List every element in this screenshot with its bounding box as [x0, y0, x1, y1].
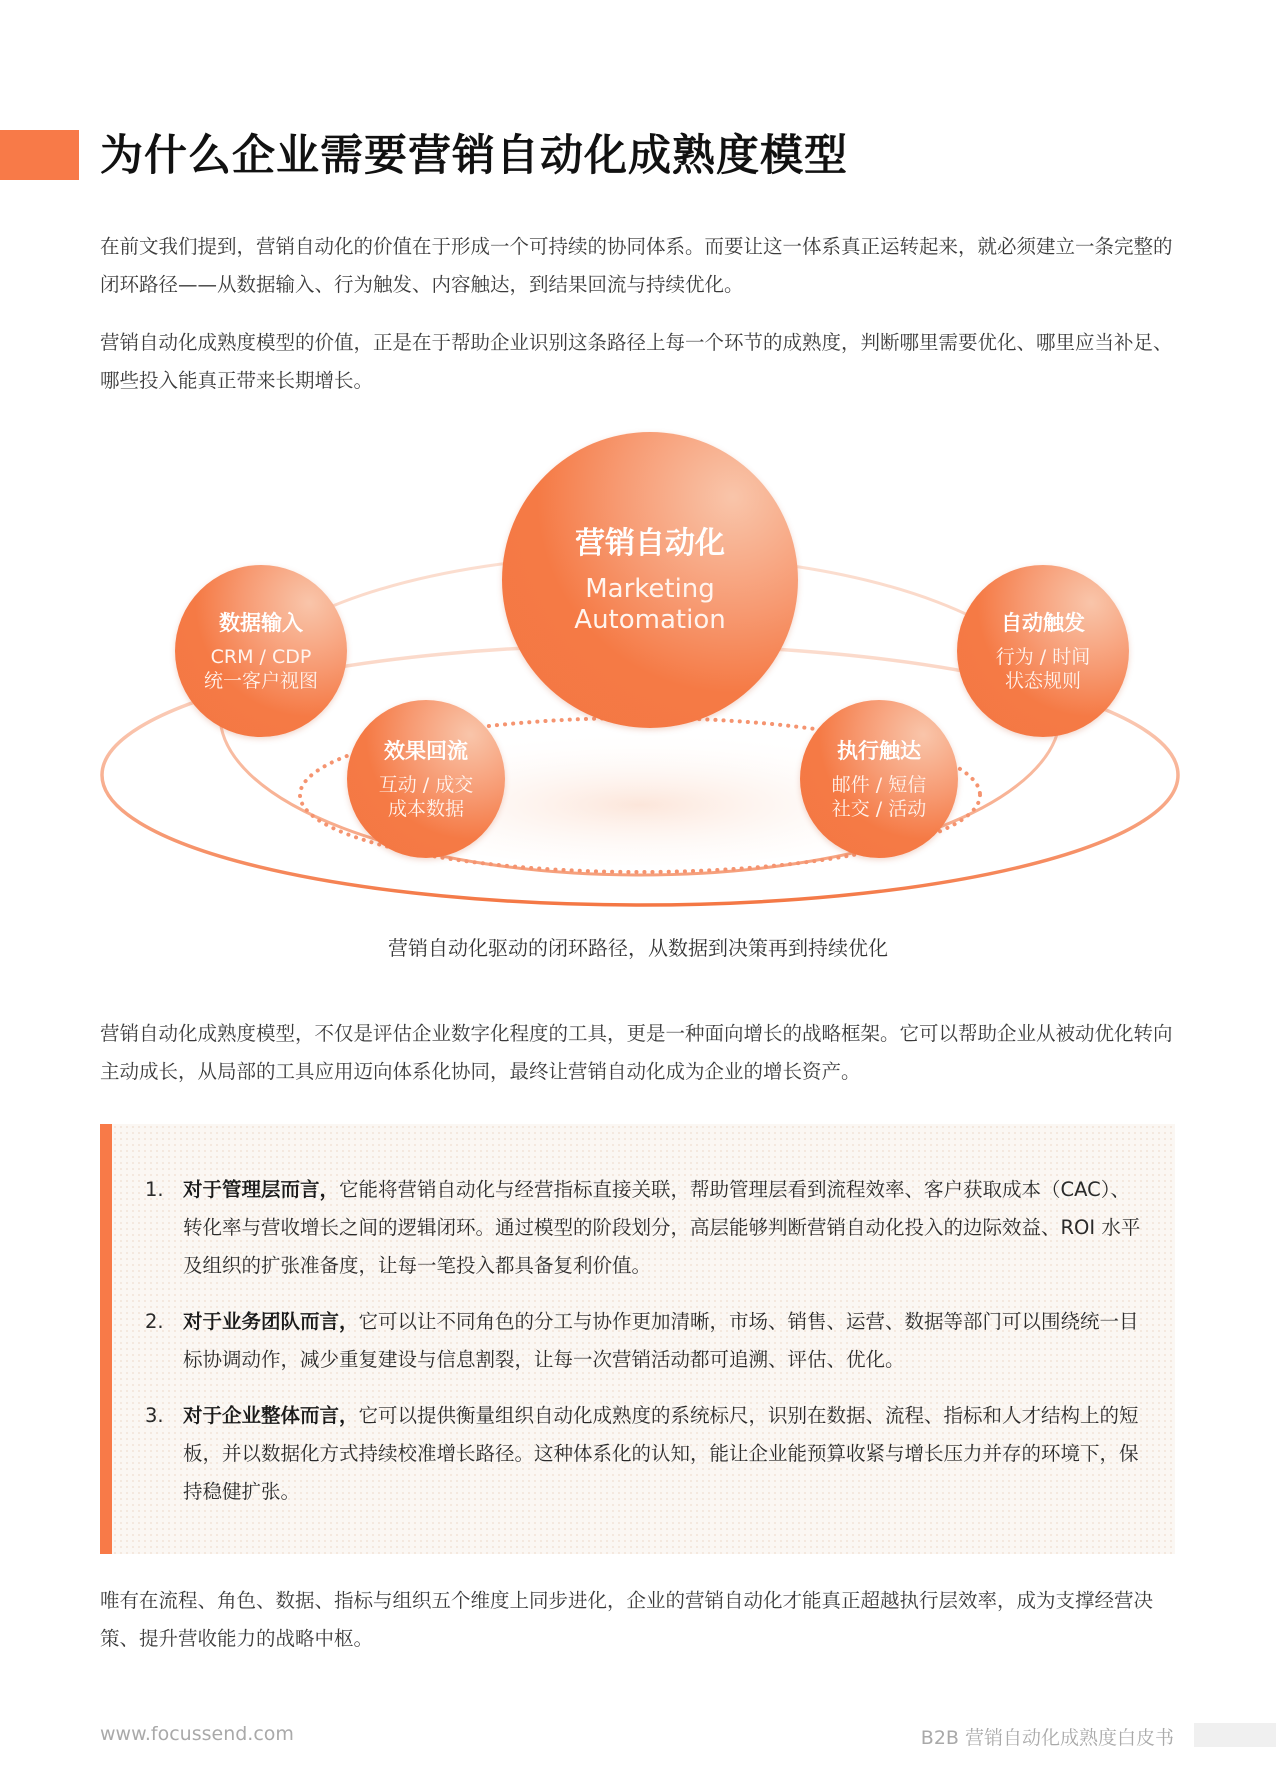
list-number: 3.: [145, 1404, 164, 1427]
intro-paragraph-2: 营销自动化成熟度模型的价值，正是在于帮助企业识别这条路径上每一个环节的成熟度，判断哪里需要优化、哪里应当补足、哪些投入能真正带来长期增长。: [100, 331, 1173, 392]
center-node-subtitle-2: Automation: [574, 605, 726, 635]
list-number: 2.: [145, 1310, 164, 1333]
node-title: 效果回流: [384, 739, 468, 763]
list-text: 它能将营销自动化与经营指标直接关联，帮助管理层看到流程效率、客户获取成本（CAC）、转化率与营收增长之间的逻辑闭环。通过模型的阶段划分，高层能够判断营销自动化投入的边际效益、ROI 水平及组织的扩张准备度，让每一笔投入都具备复利价值。: [183, 1178, 1141, 1277]
list-lead: 对于企业整体而言，: [183, 1404, 359, 1427]
node-line-1: 邮件 / 短信: [831, 774, 927, 796]
closed-loop-diagram: [0, 420, 1276, 940]
footer-doc-title: B2B 营销自动化成熟度白皮书: [920, 1727, 1174, 1749]
highlight-accent-bar: [100, 1124, 112, 1554]
body-paragraph-4: 唯有在流程、角色、数据、指标与组织五个维度上同步进化，企业的营销自动化才能真正超越执行层效率，成为支撑经营决策、提升营收能力的战略中枢。: [100, 1589, 1154, 1650]
list-text: 它可以提供衡量组织自动化成熟度的系统标尺，识别在数据、流程、指标和人才结构上的短板，并以数据化方式持续校准增长路径。这种体系化的认知，能让企业能预算收紧与增长压力并存的环境下，保持稳健扩张。: [183, 1404, 1139, 1503]
node-title: 数据输入: [219, 611, 303, 635]
list-lead: 对于管理层而言，: [183, 1178, 340, 1201]
node-auto-trigger: [957, 565, 1129, 737]
node-line-2: 社交 / 活动: [831, 798, 927, 820]
node-line-2: 统一客户视图: [203, 670, 318, 692]
node-title: 执行触达: [837, 739, 921, 763]
footer-page-tab: [1194, 1723, 1276, 1747]
list-lead: 对于业务团队而言，: [183, 1310, 359, 1333]
node-title: 自动触发: [1001, 611, 1085, 635]
node-line-1: 行为 / 时间: [995, 646, 1091, 668]
title-accent-bar: [0, 130, 79, 180]
center-node-title: 营销自动化: [575, 526, 725, 561]
center-node-subtitle-1: Marketing: [585, 574, 715, 604]
node-result-feedback: [347, 700, 505, 858]
list-item: [145, 1303, 1145, 1379]
node-line-1: 互动 / 成交: [378, 774, 474, 796]
diagram-caption: 营销自动化驱动的闭环路径，从数据到决策再到持续优化: [388, 936, 888, 960]
body-paragraph-3: 营销自动化成熟度模型，不仅是评估企业数字化程度的工具，更是一种面向增长的战略框架。它可以帮助企业从被动优化转向主动成长，从局部的工具应用迈向体系化协同，最终让营销自动化成为企业的增长资产。: [100, 1022, 1173, 1083]
list-item: [145, 1171, 1145, 1285]
node-data-input: [175, 565, 347, 737]
node-execution-reach: [800, 700, 958, 858]
benefits-list: [145, 1171, 1145, 1529]
list-text: 它可以让不同角色的分工与协作更加清晰，市场、销售、运营、数据等部门可以围绕统一目标协调动作，减少重复建设与信息割裂，让每一次营销活动都可追溯、评估、优化。: [183, 1310, 1139, 1371]
center-node-marketing-automation: [502, 432, 798, 728]
node-line-1: CRM / CDP: [210, 646, 312, 668]
page-title: 为什么企业需要营销自动化成熟度模型: [100, 131, 848, 181]
node-line-2: 成本数据: [387, 798, 464, 820]
footer-website-link[interactable]: www.focussend.com: [100, 1723, 294, 1745]
intro-paragraph-1: 在前文我们提到，营销自动化的价值在于形成一个可持续的协同体系。而要让这一体系真正运转起来，就必须建立一条完整的闭环路径——从数据输入、行为触发、内容触达，到结果回流与持续优化。: [100, 235, 1173, 296]
list-item: [145, 1397, 1145, 1511]
node-line-2: 状态规则: [1004, 670, 1081, 692]
highlight-box: [100, 1124, 1175, 1554]
list-number: 1.: [145, 1178, 164, 1201]
